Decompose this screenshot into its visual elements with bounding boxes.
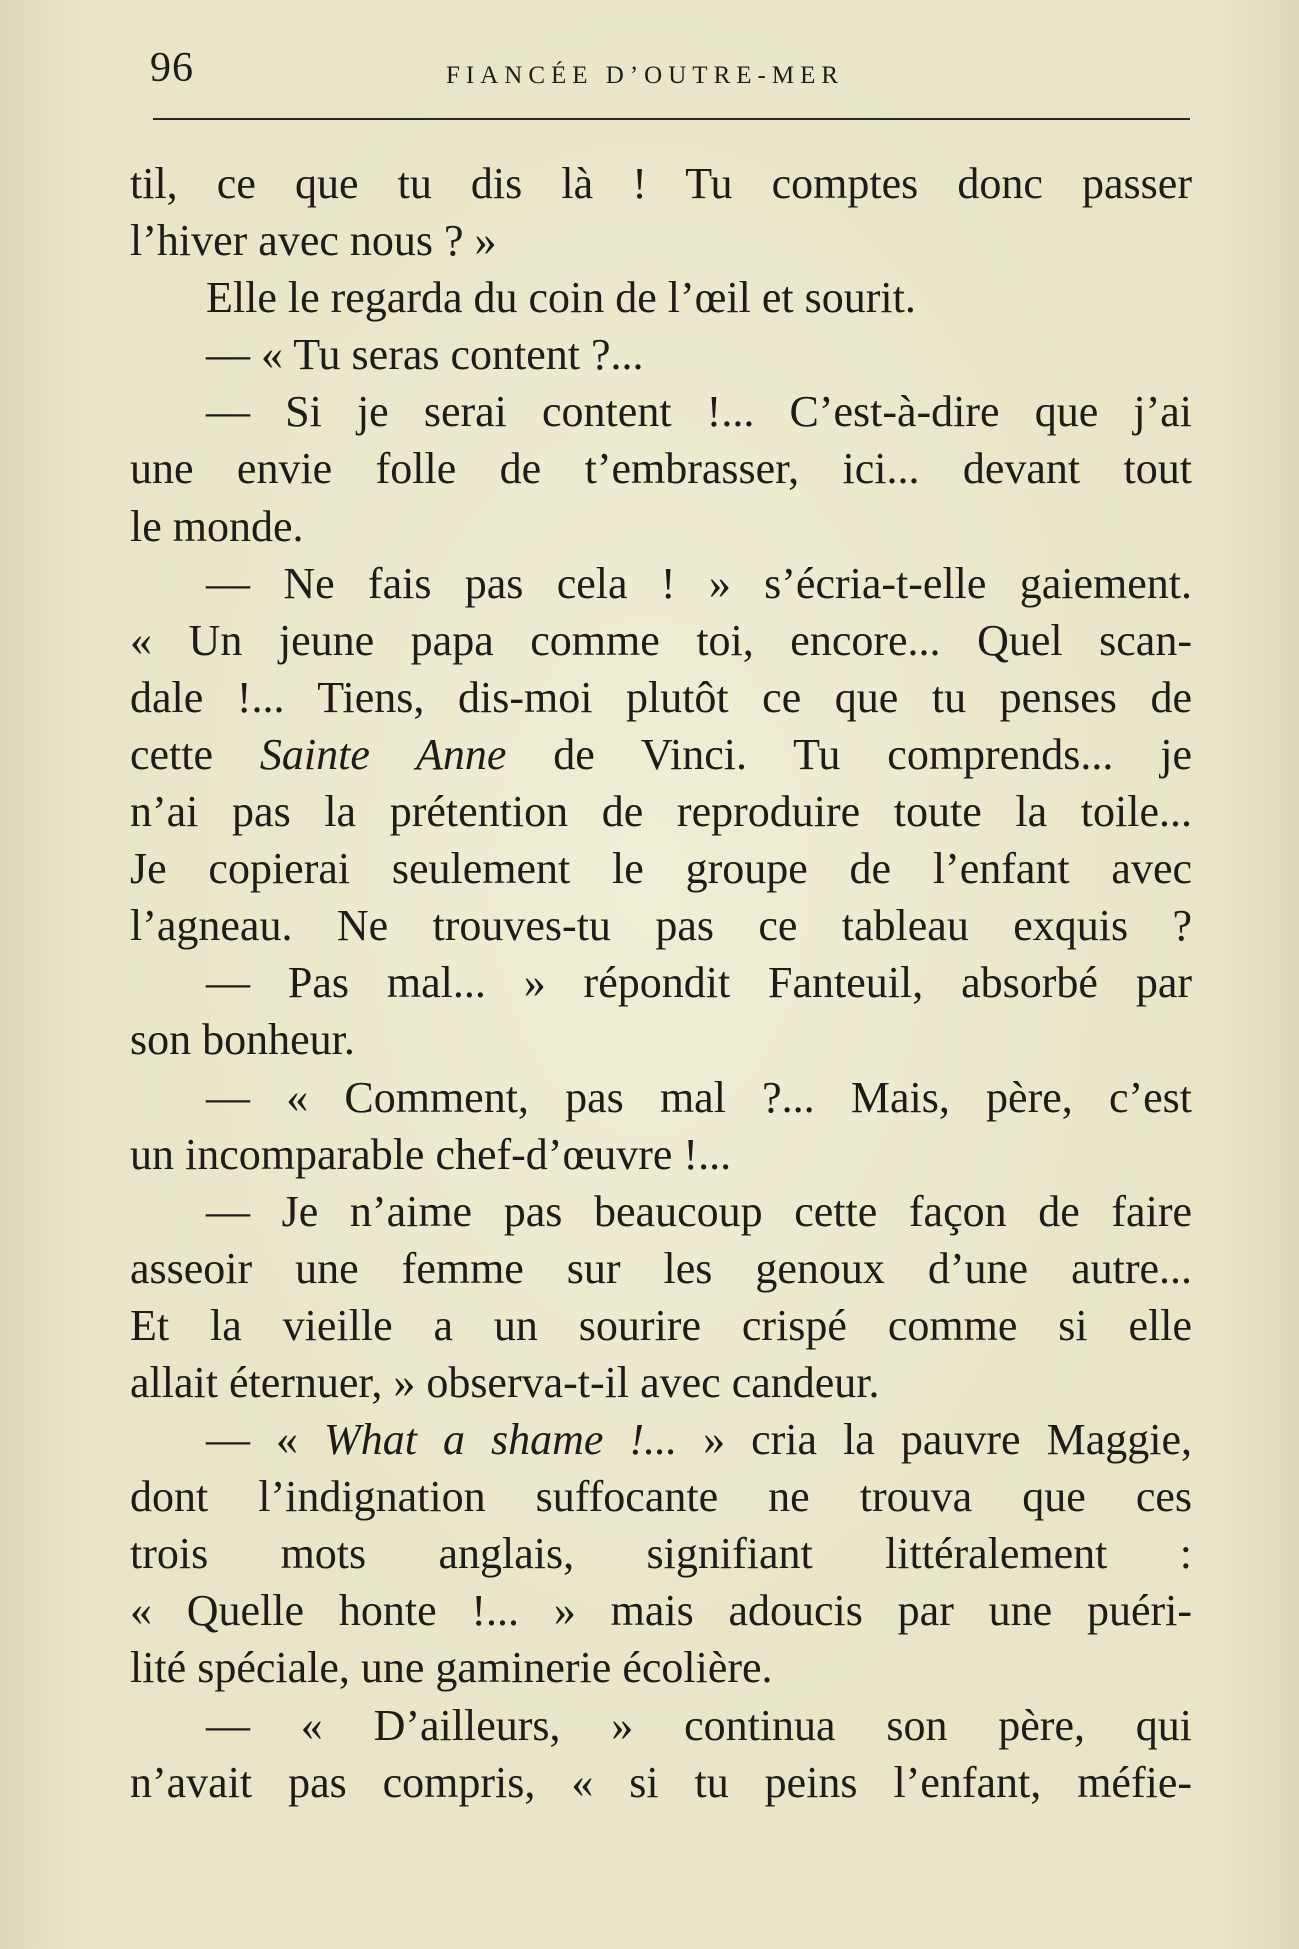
header-rule (153, 118, 1190, 120)
line-end: de Vinci. Tu comprends... je (506, 729, 1192, 779)
running-title: FIANCÉE D’OUTRE-MER (446, 62, 845, 89)
text-line: — « Comment, pas mal ?... Mais, père, c’est (206, 1072, 1192, 1122)
text-line: Je copierai seulement le groupe de l’enfant avec (130, 844, 1192, 894)
text-line: un incomparable chef-d’œuvre !... (130, 1129, 732, 1179)
text-line: — Si je serai content !... C’est-à-dire que j’ai (206, 387, 1192, 437)
text-line: l’agneau. Ne trouves-tu pas ce tableau exquis ? (130, 901, 1192, 951)
text-line: lité spéciale, une gaminerie écolière. (130, 1643, 773, 1693)
text-line: — Pas mal... » répondit Fanteuil, absorbé par (206, 958, 1192, 1008)
text-line: n’ai pas la prétention de reproduire toute la toile... (130, 787, 1192, 837)
text-line (130, 1411, 1192, 1468)
body-text (130, 155, 1192, 1811)
text-line: Et la vieille a un sourire crispé comme si elle (130, 1300, 1192, 1350)
text-line: til, ce que tu dis là ! Tu comptes donc passer (130, 159, 1192, 208)
italic-title: Sainte Anne (259, 729, 507, 779)
page-header (150, 44, 1190, 104)
line-start: — « (206, 1415, 325, 1465)
text-line: « Un jeune papa comme toi, encore... Quel scan- (130, 615, 1192, 665)
text-line: dont l’indignation suffocante ne trouva que ces (130, 1472, 1192, 1522)
text-line: l’hiver avec nous ? » (130, 216, 497, 266)
text-line: allait éternuer, » observa-t-il avec candeur. (130, 1357, 880, 1407)
text-line: — Je n’aime pas beaucoup cette façon de faire (206, 1186, 1192, 1236)
text-line: le monde. (130, 501, 304, 551)
text-line: son bonheur. (130, 1015, 355, 1065)
text-line: dale !... Tiens, dis-moi plutôt ce que tu penses de (130, 672, 1192, 722)
text-line: une envie folle de t’embrasser, ici... devant tout (130, 444, 1192, 494)
text-line: trois mots anglais, signifiant littéralement : (130, 1529, 1192, 1579)
text-line: asseoir une femme sur les genoux d’une autre... (130, 1243, 1192, 1293)
text-line: Elle le regarda du coin de l’œil et sourit. (206, 273, 916, 323)
text-line: — Ne fais pas cela ! » s’écria-t-elle gaiement. (206, 558, 1192, 608)
text-line (130, 726, 1192, 783)
italic-phrase: What a shame !... (324, 1415, 678, 1465)
text-line: — « D’ailleurs, » continua son père, qui (206, 1700, 1192, 1750)
text-line: — « Tu seras content ?... (206, 330, 644, 380)
line-start: cette (130, 729, 260, 779)
text-line: « Quelle honte !... » mais adoucis par une puéri- (130, 1586, 1192, 1636)
line-end: » cria la pauvre Maggie, (677, 1415, 1192, 1465)
text-line: n’avait pas compris, « si tu peins l’enfant, méfie- (130, 1757, 1192, 1807)
page-number: 96 (150, 45, 194, 91)
